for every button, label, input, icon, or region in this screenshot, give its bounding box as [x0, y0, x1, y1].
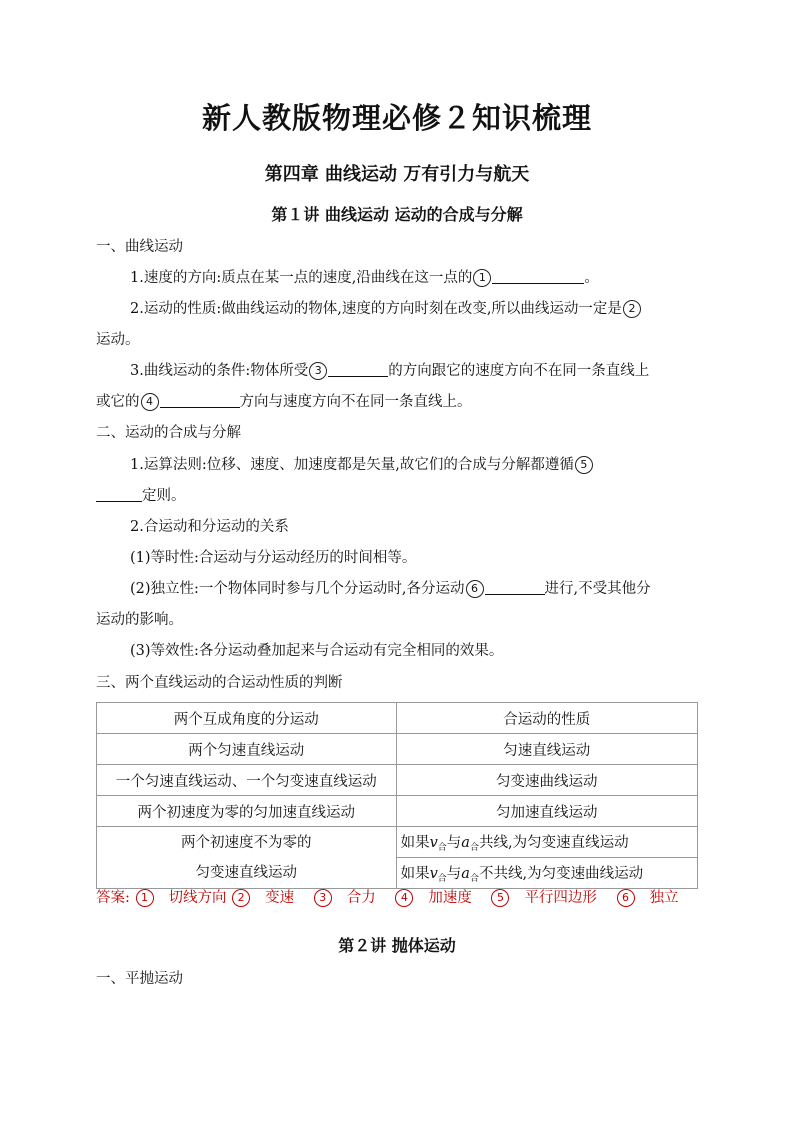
table-cell: 如果$v_合$与$a_合$不共线,为匀变速曲线运动: [396, 858, 697, 889]
sec2-sub-3: (3)等效性:各分运动叠加起来与合运动有完全相同的效果。: [130, 643, 504, 659]
section-1-heading: 一、曲线运动: [96, 239, 183, 255]
table-cell: 两个匀速直线运动: [97, 734, 397, 765]
table-cell-merged: 两个初速度不为零的 匀变速直线运动: [97, 827, 397, 889]
table-header-cell: 两个互成角度的分运动: [97, 703, 397, 734]
circle-number-5: 5: [575, 456, 593, 474]
sec1-item-1: 1.速度的方向:质点在某一点的速度,沿曲线在这一点的 1 。: [130, 263, 700, 293]
table-cell: 两个初速度为零的匀加速直线运动: [97, 796, 397, 827]
table-cell: 如果$v_合$与$a_合$共线,为匀变速直线运动: [396, 827, 697, 858]
sec2-sub-1: (1)等时性:合运动与分运动经历的时间相等。: [130, 550, 417, 566]
section-3-heading: 三、两个直线运动的合运动性质的判断: [96, 675, 343, 691]
circle-number-2: 2: [623, 300, 641, 318]
circle-number-6: 6: [466, 580, 484, 598]
circle-number-3: 3: [309, 362, 327, 380]
table-cell: 匀加速直线运动: [396, 796, 697, 827]
circle-number-1: 1: [473, 269, 491, 287]
blank-5: [96, 485, 142, 502]
motion-table: [96, 702, 698, 889]
sec2-item-2: 2.合运动和分运动的关系: [130, 519, 289, 535]
table-cell: 匀变速曲线运动: [396, 765, 697, 796]
blank-4: [160, 391, 240, 408]
sec1-item-3: 3.曲线运动的条件:物体所受 3 的方向跟它的速度方向不在同一条直线上: [130, 356, 700, 386]
table-cell: 一个匀速直线运动、一个匀变速直线运动: [97, 765, 397, 796]
sec2-sub-2: (2)独立性:一个物体同时参与几个分运动时,各分运动 6 进行,不受其他分: [130, 574, 700, 604]
lecture-1-title: 第１讲 曲线运动 运动的合成与分解: [271, 205, 523, 224]
table-row: [97, 734, 698, 765]
document-title: 新人教版物理必修２知识梳理: [201, 101, 592, 135]
blank-3: [328, 360, 388, 377]
blank-6: [485, 578, 545, 595]
table-row: [97, 827, 698, 858]
sec2-item-1-cont: 定则。: [96, 481, 700, 511]
sec1-item-3-cont: 或它的 4 方向与速度方向不在同一条直线上。: [96, 387, 700, 417]
lecture-2-title: 第２讲 抛体运动: [338, 936, 456, 955]
section-2-heading: 二、运动的合成与分解: [96, 425, 241, 441]
sec2-sub-2-cont: 运动的影响。: [96, 612, 183, 628]
table-cell: 匀速直线运动: [396, 734, 697, 765]
table-header-cell: 合运动的性质: [396, 703, 697, 734]
table-header-row: [97, 703, 698, 734]
table-row: [97, 796, 698, 827]
sec1-item-2: 2.运动的性质:做曲线运动的物体,速度的方向时刻在改变,所以曲线运动一定是 2: [130, 294, 700, 324]
table-row: [97, 765, 698, 796]
blank-1: [492, 267, 584, 284]
sec1-item-2-cont: 运动。: [96, 332, 140, 348]
answer-key: 答案: 1 切线方向 2 变速 3 合力 4 加速度 5 平行四边形 6 独立: [96, 890, 679, 906]
answer-label: 答案:: [96, 890, 130, 906]
circle-number-4: 4: [141, 393, 159, 411]
chapter-title: 第四章 曲线运动 万有引力与航天: [264, 164, 530, 185]
sec2-item-1: 1.运算法则:位移、速度、加速度都是矢量,故它们的合成与分解都遵循 5: [130, 450, 700, 480]
section-4-heading: 一、平抛运动: [96, 971, 183, 987]
